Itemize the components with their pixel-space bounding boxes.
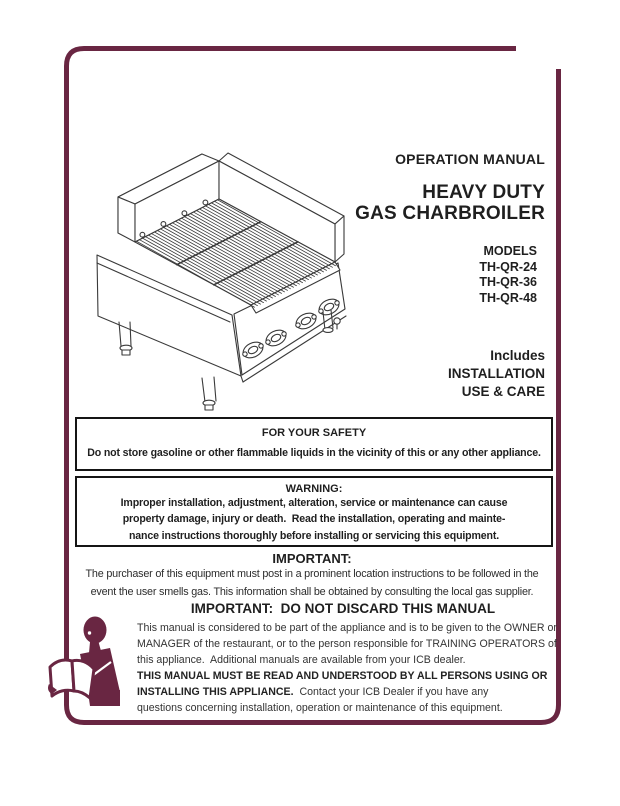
model-number: TH-QR-24 bbox=[479, 259, 537, 274]
includes-line: USE & CARE bbox=[461, 384, 545, 399]
important-line: The purchaser of this equipment must post in a prominent location instructions to be followed in the bbox=[85, 568, 539, 580]
includes-line: Includes bbox=[490, 348, 545, 363]
manual-note-line: INSTALLING THIS APPLIANCE. Contact your ICB Dealer if you have any bbox=[137, 686, 489, 699]
models-label: MODELS bbox=[483, 244, 537, 258]
model-number: TH-QR-48 bbox=[479, 290, 537, 305]
document-type-heading: OPERATION MANUAL bbox=[395, 151, 545, 167]
product-title-line1: HEAVY DUTY bbox=[422, 182, 545, 203]
important-line: event the user smells gas. This information shall be obtained by consulting the local gas supplier. bbox=[90, 585, 534, 598]
warning-line: Improper installation, adjustment, alteration, service or maintenance can cause bbox=[120, 497, 508, 509]
important-title: IMPORTANT: bbox=[272, 551, 352, 566]
warning-notice-box bbox=[75, 476, 553, 547]
manual-note-line: This manual is considered to be part of the appliance and is to be given to the OWNER or bbox=[137, 622, 557, 634]
leg-front bbox=[202, 377, 216, 410]
warning-line: property damage, injury or death. Read the installation, operating and mainte- bbox=[122, 513, 506, 526]
product-title bbox=[355, 182, 545, 224]
safety-title: FOR YOUR SAFETY bbox=[261, 427, 367, 439]
model-number: TH-QR-36 bbox=[479, 275, 537, 289]
do-not-discard-heading: IMPORTANT: DO NOT DISCARD THIS MANUAL bbox=[190, 601, 496, 616]
product-title-line2: GAS CHARBROILER bbox=[355, 203, 545, 224]
safety-body: Do not store gasoline or other flammable liquids in the vicinity of this or any other appliance. bbox=[87, 447, 541, 459]
includes-line: INSTALLATION bbox=[448, 366, 545, 381]
includes-block bbox=[448, 347, 545, 401]
warning-line: nance instructions thoroughly before installing or servicing this equipment. bbox=[128, 529, 500, 542]
gas-fitting bbox=[334, 318, 340, 329]
manual-note-line: this appliance. Additional manuals are available from your ICB dealer. bbox=[137, 654, 466, 667]
person-reading-manual-icon bbox=[44, 610, 138, 728]
safety-notice-box bbox=[75, 417, 553, 471]
manual-note-line: THIS MANUAL MUST BE READ AND UNDERSTOOD BY ALL PERSONS USING OR bbox=[137, 670, 548, 683]
important-notice bbox=[70, 551, 554, 601]
manual-note-line: MANAGER of the restaurant, or to the person responsible for TRAINING OPERATORS of bbox=[137, 638, 557, 651]
manual-note bbox=[137, 620, 557, 717]
warning-title: WARNING: bbox=[285, 483, 343, 495]
manual-note-line: questions concerning installation, operation or maintenance of this equipment. bbox=[137, 702, 503, 715]
charbroiler-illustration bbox=[72, 150, 367, 412]
models-list bbox=[479, 244, 537, 306]
